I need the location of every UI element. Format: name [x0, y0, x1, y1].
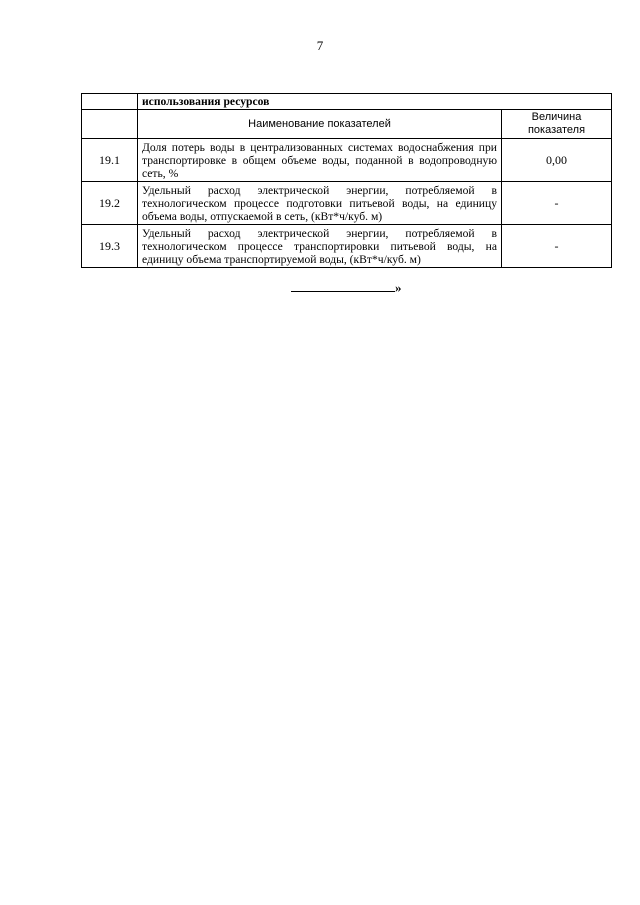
indicators-table — [81, 93, 612, 268]
row-number: 19.3 — [82, 225, 138, 268]
header-value: Величина показателя — [502, 110, 612, 139]
section-num-cell — [82, 94, 138, 110]
row-indicator-name: Удельный расход электрической энергии, потребляемой в технологическом процессе транспортировки питьевой воды, на единицу объема транспортируемой воды, (кВт*ч/куб. м) — [138, 225, 502, 268]
table-row — [82, 139, 612, 182]
closing-quote: » — [395, 280, 402, 295]
row-indicator-name: Доля потерь воды в централизованных системах водоснабжения при транспортировке в общем объеме воды, поданной в водопроводную сеть, % — [138, 139, 502, 182]
table-row — [82, 182, 612, 225]
section-title: использования ресурсов — [138, 94, 612, 110]
closing-mark — [291, 280, 402, 296]
row-value: 0,00 — [502, 139, 612, 182]
row-number: 19.1 — [82, 139, 138, 182]
closing-underline — [291, 281, 395, 292]
table-row — [82, 225, 612, 268]
row-value: - — [502, 225, 612, 268]
row-value: - — [502, 182, 612, 225]
section-row — [82, 94, 612, 110]
page-number: 7 — [316, 38, 324, 53]
header-row — [82, 110, 612, 139]
row-indicator-name: Удельный расход электрической энергии, потребляемой в технологическом процессе подготовки питьевой воды, на единицу объема воды, отпускаемой в сеть, (кВт*ч/куб. м) — [138, 182, 502, 225]
header-num-cell — [82, 110, 138, 139]
row-number: 19.2 — [82, 182, 138, 225]
header-name: Наименование показателей — [138, 110, 502, 139]
